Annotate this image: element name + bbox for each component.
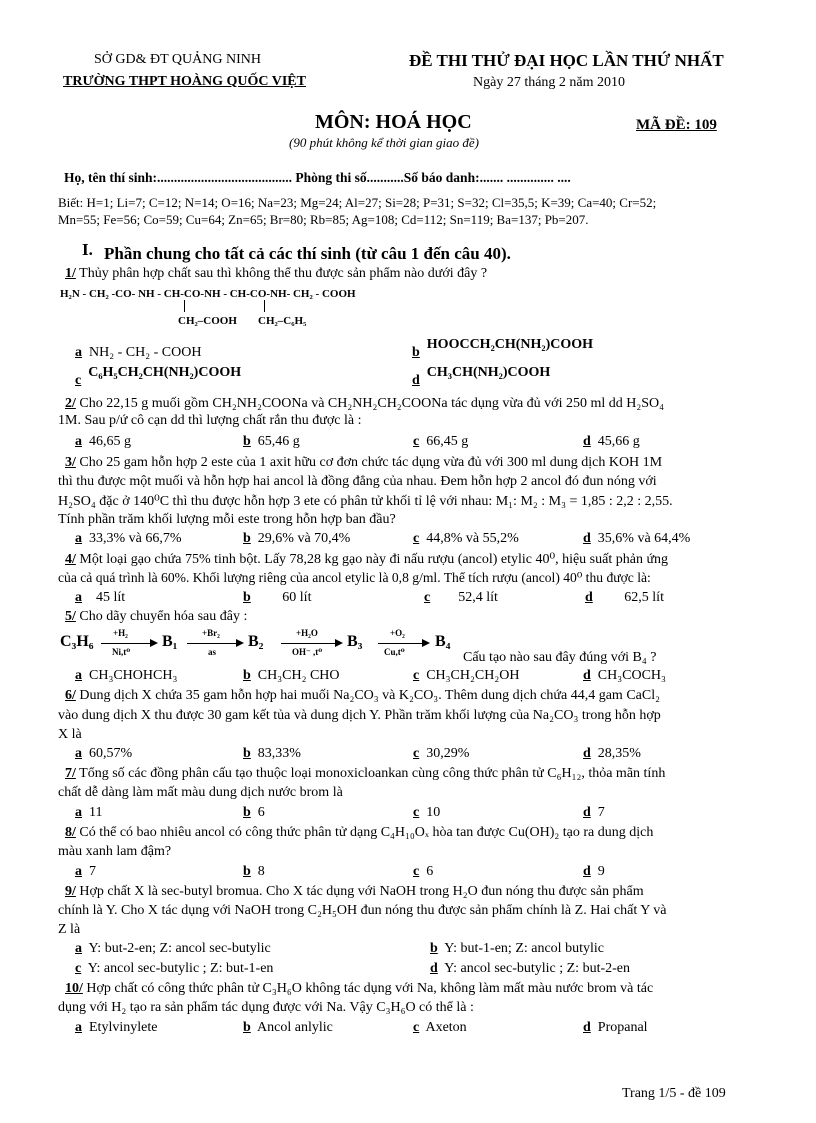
- question-4-line1: 4/ Một loại gạo chứa 75% tinh bột. Lấy 78,28 kg gạo này đi nấu rượu (ancol) etylic 40⁰, hiệu suất phản ứng: [65, 552, 669, 567]
- product-b4: B₄: [435, 633, 451, 650]
- q1-option-c[interactable]: c C₆H₅CH₂CH(NH₂)COOH: [75, 365, 242, 388]
- reactant-c3h6: C₃H₆: [60, 633, 94, 650]
- product-b3: B₃: [347, 633, 363, 650]
- q7-option-c[interactable]: c 10: [413, 805, 441, 820]
- step1-reagent: +H₂: [113, 628, 128, 638]
- step4-reagent: +O₂: [390, 628, 405, 638]
- question-5-text: Cấu tạo nào sau đây đúng với B₄ ?: [463, 650, 657, 665]
- q9-option-b[interactable]: b Y: but-1-en; Z: ancol butylic: [430, 941, 604, 956]
- step2-reagent: +Br₂: [202, 628, 220, 638]
- q6-option-c[interactable]: c 30,29%: [413, 746, 470, 761]
- question-7-line1: 7/ Tổng số các đồng phân cấu tạo thuộc loại monoxicloankan cùng công thức phân tử C₆H₁₂, thỏa mãn tính: [65, 766, 666, 781]
- question-10-line2: dụng với H₂ tạo ra sản phẩm tác dụng được với Na. Vậy C₃H₆O có thể là :: [58, 1000, 474, 1015]
- step1-arrow: [101, 643, 156, 644]
- question-3-line1: 3/ Cho 25 gam hỗn hợp 2 este của 1 axit hữu cơ đơn chức tác dụng vừa đủ với 300 ml dung dịch KOH 1M: [65, 455, 663, 470]
- q10-option-b[interactable]: b Ancol anlylic: [243, 1020, 333, 1035]
- step3-arrow: [281, 643, 341, 644]
- q10-option-d[interactable]: d Propanal: [583, 1020, 648, 1035]
- q5-option-a[interactable]: a CH₃CHOHCH₃: [75, 668, 178, 683]
- branch-bond-2: [264, 300, 265, 312]
- q7-option-b[interactable]: b 6: [243, 805, 265, 820]
- q4-option-b[interactable]: b 60 lít: [243, 590, 312, 605]
- q6-option-b[interactable]: b 83,33%: [243, 746, 301, 761]
- exam-code: MÃ ĐỀ: 109: [636, 117, 717, 133]
- q7-option-d[interactable]: d 7: [583, 805, 605, 820]
- q10-option-c[interactable]: c Axeton: [413, 1020, 467, 1035]
- q9-option-d[interactable]: d Y: ancol sec-butylic ; Z: but-2-en: [430, 961, 630, 976]
- question-2-line2: 1M. Sau p/ứ cô cạn dd thì lượng chất rắn thu được là :: [58, 413, 362, 428]
- peptide-branch-1: CH₂–COOH: [178, 315, 237, 327]
- q3-option-c[interactable]: c 44,8% và 55,2%: [413, 531, 519, 546]
- question-6-line3: X là: [58, 727, 82, 742]
- question-8-line2: màu xanh lam đậm?: [58, 844, 172, 859]
- q4-option-a[interactable]: a 45 lít: [75, 590, 126, 605]
- q1-option-d[interactable]: d CH₃CH(NH₂)COOH: [412, 365, 551, 388]
- step3-condition: OH⁻ ,t⁰: [292, 647, 323, 657]
- q5-option-d[interactable]: d CH₃COCH₃: [583, 668, 666, 683]
- step4-condition: Cu,t⁰: [384, 647, 405, 657]
- q9-option-c[interactable]: c Y: ancol sec-butylic ; Z: but-1-en: [75, 961, 274, 976]
- product-b2: B₂: [248, 633, 264, 650]
- q8-option-b[interactable]: b 8: [243, 864, 265, 879]
- step4-arrow: [378, 643, 428, 644]
- step1-condition: Ni,t⁰: [112, 647, 131, 657]
- page-footer: Trang 1/5 - đề 109: [622, 1086, 726, 1101]
- atomic-masses-line2: Mn=55; Fe=56; Co=59; Cu=64; Zn=65; Br=80; Rb=85; Ag=108; Cd=112; Sn=119; Ba=137; Pb=207.: [58, 212, 589, 227]
- branch-bond-1: [184, 300, 185, 312]
- question-7-line2: chất dễ dàng làm mất màu dung dịch nước brom là: [58, 785, 343, 800]
- q2-option-d[interactable]: d 45,66 g: [583, 434, 640, 449]
- question-9-line3: Z là: [58, 922, 81, 937]
- school-name: TRƯỜNG THPT HOÀNG QUỐC VIỆT: [63, 74, 306, 89]
- peptide-chain: H₂N - CH₂ -CO- NH - CH-CO-NH - CH-CO-NH- CH₂ - COOH: [60, 288, 356, 300]
- step3-reagent: +H₂O: [296, 628, 318, 638]
- exam-duration: (90 phút không kể thời gian giao đề): [289, 135, 479, 150]
- atomic-masses-line1: Biết: H=1; Li=7; C=12; N=14; O=16; Na=23; Mg=24; Al=27; Si=28; P=31; S=32; Cl=35,5; K=39; Ca=40; Cr=52;: [58, 195, 657, 210]
- question-5-line1: 5/ Cho dãy chuyển hóa sau đây :: [65, 609, 248, 624]
- department-name: SỞ GD& ĐT QUẢNG NINH: [94, 52, 261, 67]
- q1-option-a[interactable]: a NH₂ - CH₂ - COOH: [75, 345, 202, 360]
- q6-option-d[interactable]: d 28,35%: [583, 746, 641, 761]
- q4-option-c[interactable]: c 52,4 lít: [424, 590, 498, 605]
- q2-option-b[interactable]: b 65,46 g: [243, 434, 300, 449]
- q4-option-d[interactable]: d 62,5 lít: [585, 590, 664, 605]
- subject-title: MÔN: HOÁ HỌC: [315, 111, 472, 133]
- q3-option-b[interactable]: b 29,6% và 70,4%: [243, 531, 351, 546]
- question-4-line2: của cả quá trình là 60%. Khối lượng riêng của ancol etylic là 0,8 g/ml. Thể tích rượu (ancol) 40⁰ thu được là:: [58, 570, 651, 585]
- q10-option-a[interactable]: a Etylvinylete: [75, 1020, 158, 1035]
- question-number: 1/: [65, 266, 76, 281]
- question-text: Thủy phân hợp chất sau thì không thể thu được sản phẩm nào dưới đây ?: [75, 266, 488, 281]
- q9-option-a[interactable]: a Y: but-2-en; Z: ancol sec-butylic: [75, 941, 271, 956]
- q3-option-d[interactable]: d 35,6% và 64,4%: [583, 531, 691, 546]
- q2-option-a[interactable]: a 46,65 g: [75, 434, 131, 449]
- section-number: I.: [82, 240, 93, 259]
- peptide-branch-2: CH₂–C₆H₅: [258, 315, 307, 327]
- question-6-line2: vào dung dịch X thu được 30 gam kết tủa và dung dịch Y. Phần trăm khối lượng của Na₂CO₃ trong hỗn hợp: [58, 708, 661, 723]
- product-b1: B₁: [162, 633, 178, 650]
- section-title: Phần chung cho tất cả các thí sinh (từ câu 1 đến câu 40).: [104, 244, 511, 263]
- question-3-line4: Tính phần trăm khối lượng mỗi este trong hỗn hợp ban đầu?: [58, 512, 396, 527]
- question-3-line3: H₂SO₄ đặc ở 140⁰C thì thu được hỗn hợp 3 ete có phân tử khối tỉ lệ với nhau: M₁: M₂ : M₃ = 1,85 : 2,2 : 2,55.: [58, 494, 673, 509]
- q5-option-c[interactable]: c CH₃CH₂CH₂OH: [413, 668, 520, 683]
- q6-option-a[interactable]: a 60,57%: [75, 746, 133, 761]
- question-1: [65, 266, 487, 282]
- step2-arrow: [187, 643, 242, 644]
- exam-date: Ngày 27 tháng 2 năm 2010: [473, 75, 626, 90]
- q8-option-c[interactable]: c 6: [413, 864, 434, 879]
- question-9-line1: 9/ Hợp chất X là sec-butyl bromua. Cho X tác dụng với NaOH trong H₂O đun nóng thu được sản phẩm: [65, 884, 644, 899]
- exam-title: ĐỀ THI THỬ ĐẠI HỌC LẦN THỨ NHẤT: [409, 51, 724, 70]
- q2-option-c[interactable]: c 66,45 g: [413, 434, 469, 449]
- student-info-line: Họ, tên thí sinh:........................................ Phòng thi số...........Số báo danh:....... .............. ....: [64, 170, 571, 185]
- question-10-line1: 10/ Hợp chất có công thức phân tử C₃H₆O không tác dụng với Na, không làm mất màu nước brom và tác: [65, 981, 654, 996]
- q3-option-a[interactable]: a 33,3% và 66,7%: [75, 531, 182, 546]
- q1-option-b[interactable]: b HOOCCH₂CH(NH₂)COOH: [412, 337, 594, 360]
- q8-option-d[interactable]: d 9: [583, 864, 605, 879]
- q5-option-b[interactable]: b CH₃CH₂ CHO: [243, 668, 340, 683]
- step2-condition: as: [208, 647, 217, 657]
- q8-option-a[interactable]: a 7: [75, 864, 96, 879]
- q7-option-a[interactable]: a 11: [75, 805, 103, 820]
- question-6-line1: 6/ Dung dịch X chứa 35 gam hỗn hợp hai muối Na₂CO₃ và K₂CO₃. Thêm dung dịch chứa 44,4 gam CaCl₂: [65, 688, 660, 703]
- question-2: 2/ Cho 22,15 g muối gồm CH₂NH₂COONa và CH₂NH₂CH₂COONa tác dụng vừa đủ với 250 ml dd H₂SO₄: [65, 396, 665, 411]
- question-3-line2: thì thu được một muối và hỗn hợp hai ancol là đồng đẳng của nhau. Đem hỗn hợp 2 ancol đó đun nóng với: [58, 474, 657, 489]
- question-9-line2: chính là Y. Cho X tác dụng với NaOH trong C₂H₅OH đun nóng thu được sản phẩm chính là Z. Hai chất Y và: [58, 903, 667, 918]
- question-8-line1: 8/ Có thể có bao nhiêu ancol có công thức phân tử dạng C₄H₁₀Oₓ hòa tan được Cu(OH)₂ tạo ra dung dịch: [65, 825, 654, 840]
